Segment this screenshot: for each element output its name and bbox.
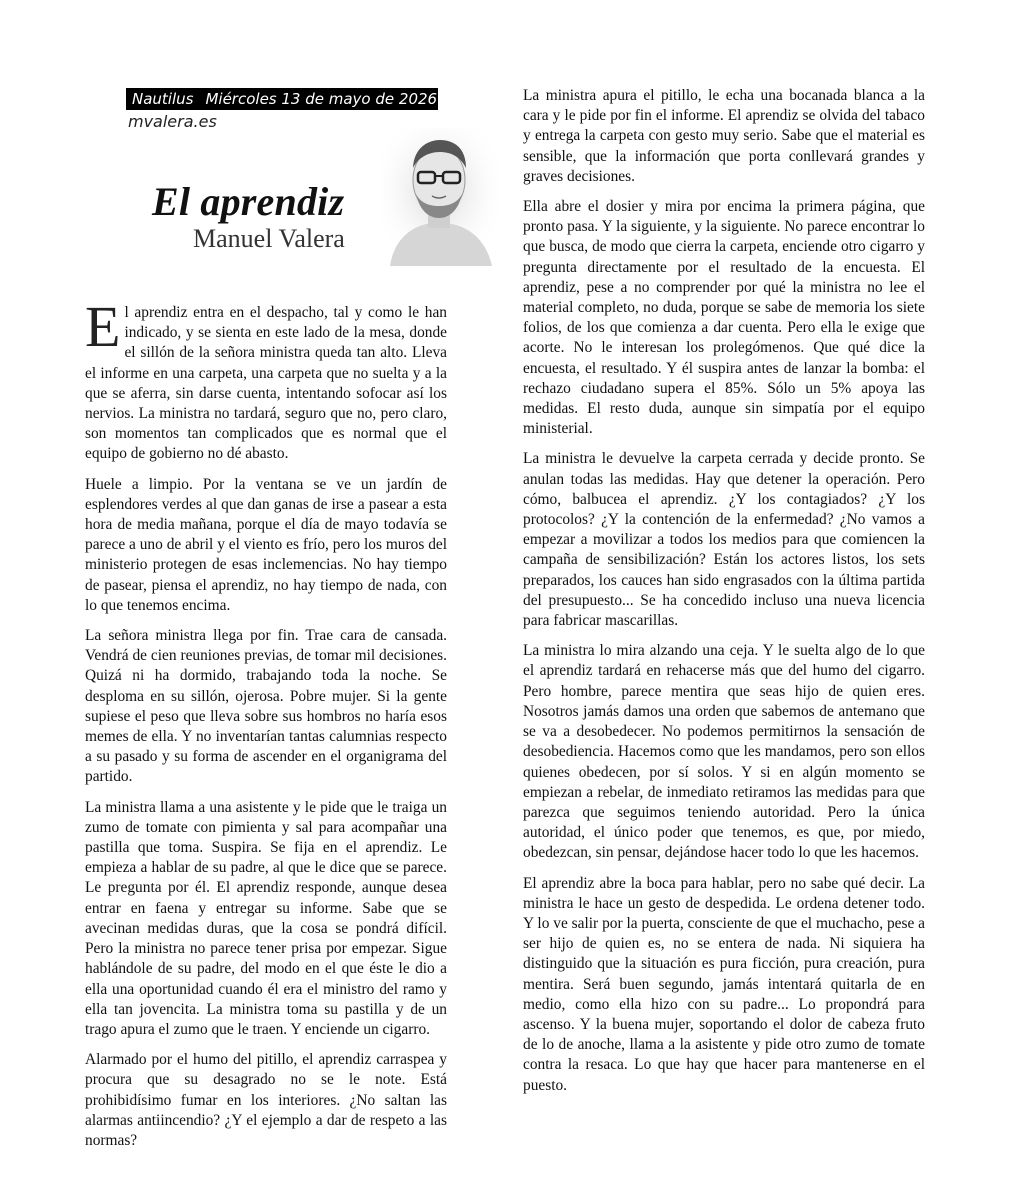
paragraph: Alarmado por el humo del pitillo, el aprendiz carraspea y procura que su desagrado no se le note. Está prohibidísimo fumar en los interiores. ¿No saltan las alarmas antiincendio? ¿Y el ejemplo a dar de respeto a las normas? (85, 1051, 447, 1149)
author-portrait (380, 128, 498, 266)
paragraph: La señora ministra llega por fin. Trae cara de cansada. Vendrá de cien reuniones previas, de tomar mil decisiones. Quizá ni ha dormido, trabajando toda la noche. Se desploma en su sillón, ojerosa. Pobre mujer. Si la gente supiese el peso que lleva sobre sus hombros no haría esos memes de ella. Y no inventarían tantas calumnias respecto a su pasado y su forma de ascender en el organigrama del partido. (85, 627, 447, 786)
site-name: mvalera.es (128, 112, 217, 131)
author-name: Manuel Valera (193, 224, 345, 253)
paragraph: La ministra llama a una asistente y le pide que le traiga un zumo de tomate con pimienta y sal para acompañar una pastilla que toma. Suspira. Se fija en el aprendiz. Le empieza a hablar de su padre, al que le dice que se parece. Le pregunta por él. El aprendiz responde, aunque desea entrar en faena y entregar su informe. Sabe que se avecinan medidas duras, que la cosa se pondrá difícil. Pero la ministra no parece tener prisa por empezar. Sigue hablándole de su padre, del modo en el que éste le dio a ella una oportunidad cuando él era el ministro del ramo y ella tan jovencita. La ministra toma su pastilla y de un trago apura el zumo que le traen. Y enciende un cigarro. (85, 798, 447, 1038)
paragraph: El aprendiz entra en el despacho, tal y como le han indicado, y se sienta en este lado de la mesa, donde el sillón de la señora ministra queda tan alto. Lleva el informe en una carpeta, una carpeta que no suelta y a la que se aferra, sin darse cuenta, intentando sofocar así los nervios. La ministra no tardará, seguro que no, pero claro, son momentos tan complicados que es normal que el equipo de gobierno no dé abasto. (85, 294, 447, 463)
paragraph: La ministra le devuelve la carpeta cerrada y decide pronto. Se anulan todas las medidas. Hay que detener la operación. Pero cómo, balbucea el aprendiz. ¿Y los contagiados? ¿Y los protocolos? ¿Y la contención de la enfermedad? ¿No vamos a empezar a movilizar a todos los medios para que comiencen la campaña de sensibilización? Están los actores listos, los sets preparados, los cauces han sido engrasados con la última partida del presupuesto... Se ha concedido incluso una nueva licencia para fabricar mascarillas. (523, 450, 925, 630)
drop-cap: E (85, 294, 121, 359)
paragraph: La ministra apura el pitillo, le echa una bocanada blanca a la cara y le pide por fin el informe. El aprendiz se olvida del tabaco y entrega la carpeta con gesto muy serio. Sabe que el material es sensible, que la información que porta conllevará grandes y graves decisiones. (523, 87, 925, 185)
paragraph: Ella abre el dosier y mira por encima la primera página, que pronto pasa. Y la siguiente, y la siguiente. No parece encontrar lo que busca, de modo que cierra la carpeta, enciende otro cigarro y pregunta directamente por el resultado de la encuesta. El aprendiz, pese a no comprender por qué la ministra no lee el material completo, no duda, porque se sabe de memoria los siete folios, de los que comienza a dar cuenta. Pero ella le exige que acorte. No le interesan los prolegómenos. Que qué dice la encuesta, el resultado. Y él suspira antes de lanzar la bomba: el rechazo ciudadano supera el 85%. Sólo un 5% apoya las medidas. El resto duda, aunque sin simpatía por el equipo ministerial. (523, 198, 925, 438)
paragraph: Huele a limpio. Por la ventana se ve un jardín de esplendores verdes al que dan ganas de irse a pasear a esta hora de media mañana, porque el día de mayo todavía se parece a uno de abril y el viento es frío, pero los muros del ministerio protegen de esas inclemencias. No hay tiempo de pasear, piensa el aprendiz, no hay tiempo de nada, con lo que tenemos encima. (85, 475, 447, 614)
paragraph: El aprendiz abre la boca para hablar, pero no sabe qué decir. La ministra le hace un gesto de despedida. Le ordena detener todo. Y lo ve salir por la puerta, consciente de que el muchacho, pese a ser hijo de quien es, no se entera de nada. Ni siquiera ha distinguido que la situación es pura ficción, pura creación, pura mentira. Será buen segundo, jamás intentará quitarla de en medio, como ella hizo con su padre... Lo propondrá para ascenso. Y la buena mujer, soportando el dolor de cabeza fruto de lo de anoche, llama a la asistente y pide otro zumo de tomate contra la resaca. Lo que hay que hacer para mantenerse en el puesto. (523, 874, 925, 1094)
article-column-left (85, 294, 447, 1161)
article-title: El aprendiz (152, 179, 345, 224)
article-column-right (523, 86, 925, 1106)
publication-date: Miércoles 13 de mayo de 2026 (205, 90, 438, 108)
masthead-bar (126, 88, 438, 110)
paragraph: La ministra lo mira alzando una ceja. Y le suelta algo de lo que el aprendiz tardará en rehacerse más que del humo del cigarro. Pero hombre, parece mentira que seas hijo de quien eres. Nosotros jamás damos una orden que sabemos de antemano que se va a desobedecer. No podemos permitirnos la sensación de desobediencia. Hacemos como que les mandamos, pero son ellos quienes obedecen, por sí solos. Y si en algún momento se empiezan a rebelar, de inmediato retiramos las medidas para que parezca que seguimos teniendo autoridad. Pero la única autoridad, el único poder que tenemos, es que, por miedo, obedezcan, sin pensar, dejándose hacer todo lo que les hacemos. (523, 642, 925, 862)
section-name: Nautilus (132, 90, 194, 108)
